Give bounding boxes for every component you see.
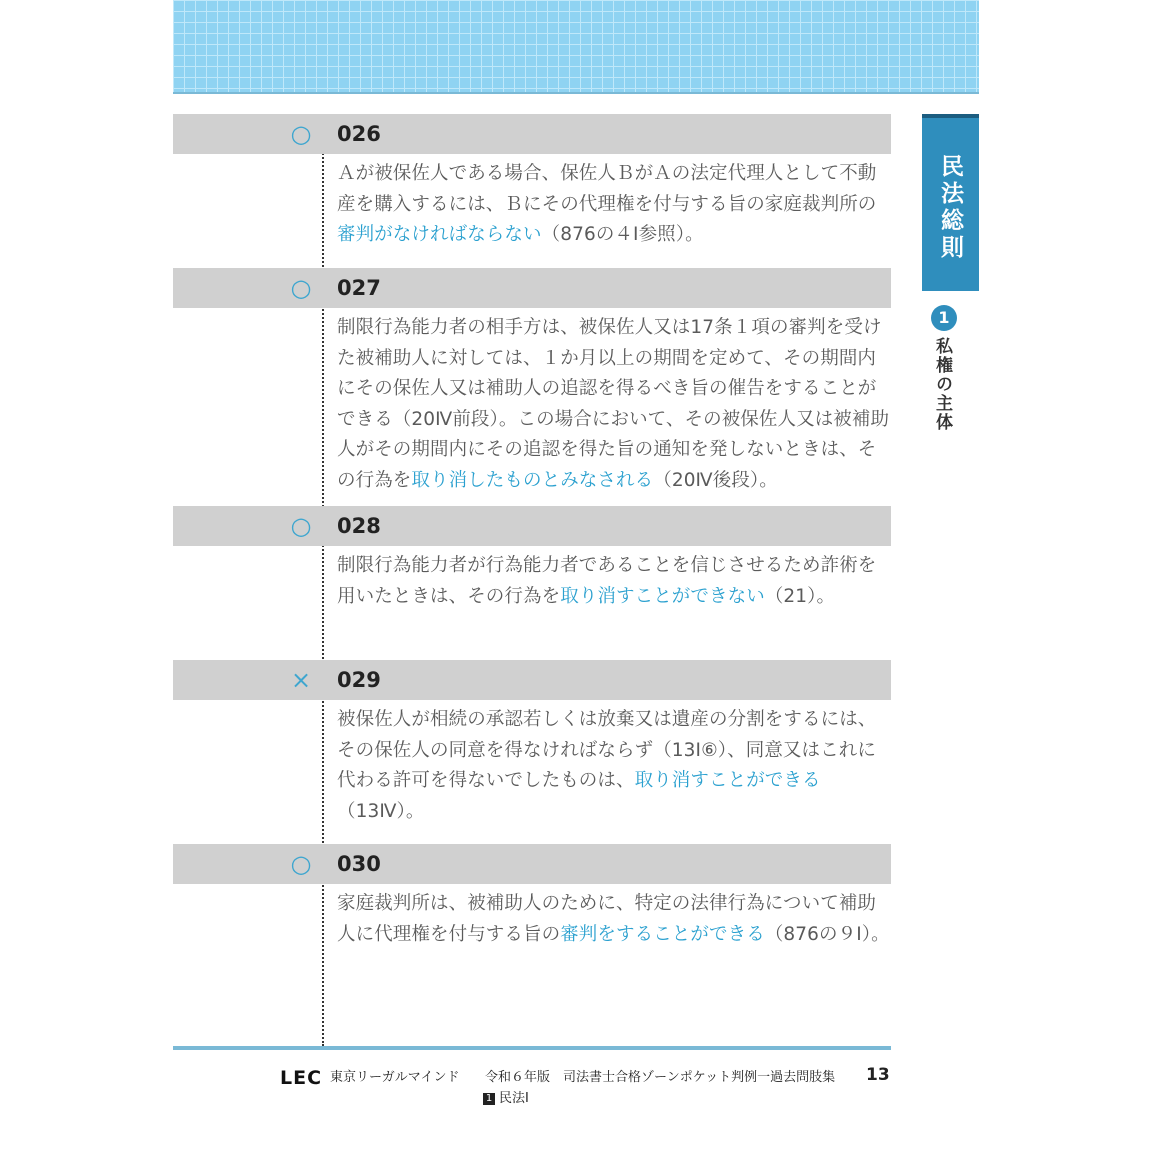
question-text: Ａが被保佐人である場合、保佐人ＢがＡの法定代理人として不動産を購入するには、Ｂにその代理権を付与する旨の家庭裁判所の (337, 163, 877, 215)
answer-mark: ○ (290, 120, 312, 148)
question-header-030 (173, 844, 891, 884)
page-number: 13 (866, 1065, 890, 1085)
question-body-029 (337, 705, 892, 827)
question-text: 家庭裁判所は、被補助人のために、特定の法律行為について補助人に代理権を付与する旨の (337, 893, 877, 945)
publisher-name: 東京リーガルマインド (330, 1070, 460, 1085)
answer-mark: ○ (290, 512, 312, 540)
side-tab-civil-law (922, 114, 979, 291)
question-text: 被保佐人が相続の承認若しくは放棄又は遺産の分割をするには、その保佐人の同意を得なければならず（13Ⅰ⑥）、同意又はこれに代わる許可を得ないでしたものは、 (337, 709, 877, 791)
citation: （876の４Ⅰ参照）。 (541, 224, 704, 245)
question-text: 制限行為能力者が行為能力者であることを信じさせるため詐術を用いたときは、その行為を (337, 555, 877, 607)
answer-mark: ○ (290, 850, 312, 878)
citation: （20Ⅳ後段）。 (653, 469, 778, 491)
question-number: 028 (337, 514, 381, 538)
answer-mark: × (290, 666, 312, 694)
citation: （21）。 (764, 585, 836, 607)
question-body-026 (337, 159, 892, 251)
question-header-029 (173, 660, 891, 700)
citation: （13Ⅳ）。 (337, 800, 425, 822)
key-phrase: 審判がなければならない (337, 224, 542, 245)
citation: （876の９Ⅰ）。 (764, 923, 890, 945)
question-number: 027 (337, 276, 381, 300)
key-phrase: 取り消したものとみなされる (411, 469, 654, 491)
chapter-title: 私権の主体 (932, 337, 952, 432)
publisher-logo: LEC (280, 1067, 323, 1089)
header-grid-banner (173, 0, 979, 94)
key-phrase: 審判をすることができる (560, 923, 765, 945)
chapter-number-badge: 1 (931, 305, 957, 331)
question-body-030 (337, 889, 892, 950)
question-header-028 (173, 506, 891, 546)
footer-rule (173, 1046, 891, 1050)
question-body-027 (337, 313, 892, 496)
question-text: 制限行為能力者の相手方は、被保佐人又は17条１項の審判を受けた被補助人に対しては、１か月以上の期間を定めて、その期間内にその保佐人又は補助人の追認を得るべき旨の催告をすることができる（20Ⅳ前段）。この場合において、その被保佐人又は被補助人がその期間内にその追認を得た旨の通知を発しないときは、その行為を (337, 317, 890, 491)
question-number: 030 (337, 852, 381, 876)
section-number-box: 1 (483, 1093, 495, 1105)
key-phrase: 取り消すことができない (560, 585, 765, 607)
book-title: 令和６年版 司法書士合格ゾーンポケット判例一過去問肢集 (485, 1070, 836, 1085)
question-number: 029 (337, 668, 381, 692)
answer-mark: ○ (290, 274, 312, 302)
dotted-divider (322, 118, 324, 1046)
key-phrase: 取り消すことができる (634, 770, 821, 791)
question-header-026 (173, 114, 891, 154)
question-body-028 (337, 551, 892, 612)
question-header-027 (173, 268, 891, 308)
footer-section (483, 1089, 529, 1109)
question-number: 026 (337, 122, 381, 146)
side-tab-label: 民法総則 (937, 154, 963, 262)
section-name: 民法Ⅰ (499, 1091, 529, 1106)
